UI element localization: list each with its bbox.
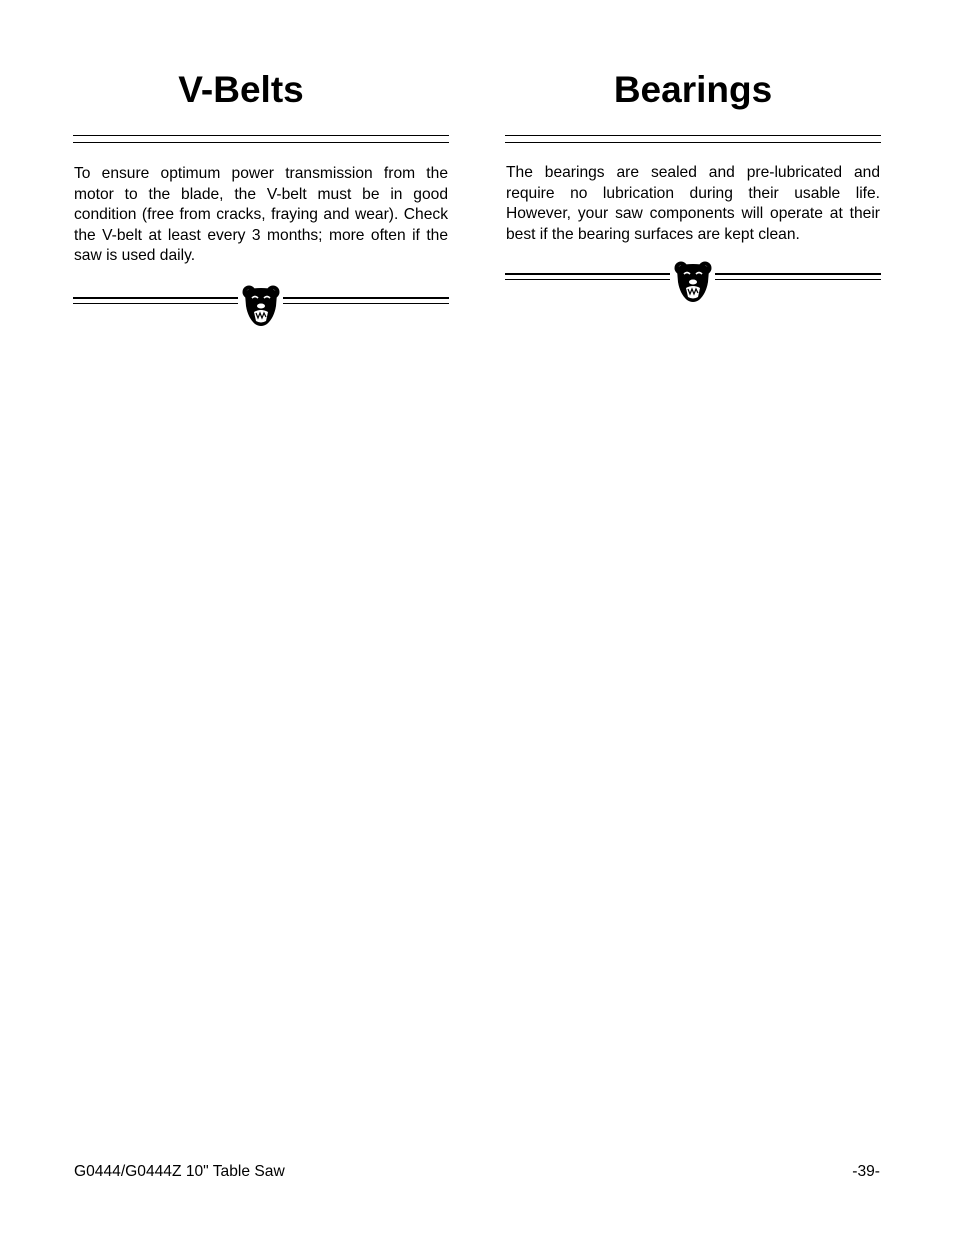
section-heading: Bearings bbox=[613, 69, 773, 110]
section-body: The bearings are sealed and pre-lubricated and require no lubrication during their usable life. However, your saw components will operate at their best if the bearing surfaces are kept clean. bbox=[506, 164, 880, 243]
section-heading: V-Belts bbox=[178, 69, 304, 110]
heading-rule bbox=[73, 135, 449, 143]
divider-line bbox=[73, 297, 238, 304]
divider-line bbox=[715, 273, 881, 280]
section-end-divider bbox=[505, 260, 881, 304]
section-end-divider bbox=[73, 284, 449, 328]
bear-head-icon bbox=[241, 284, 281, 328]
heading-rule bbox=[505, 135, 881, 143]
divider-line bbox=[505, 273, 670, 280]
section-body: To ensure optimum power transmission from the motor to the blade, the V-belt must be in good condition (free from cracks, fraying and wear). Check the V-belt at least every 3 months; more often if the saw is used daily. bbox=[74, 165, 448, 264]
bear-head-icon bbox=[673, 260, 713, 304]
divider-line bbox=[283, 297, 449, 304]
footer-model: G0444/G0444Z 10" Table Saw bbox=[74, 1163, 285, 1180]
footer-page-number: -39- bbox=[852, 1163, 880, 1180]
